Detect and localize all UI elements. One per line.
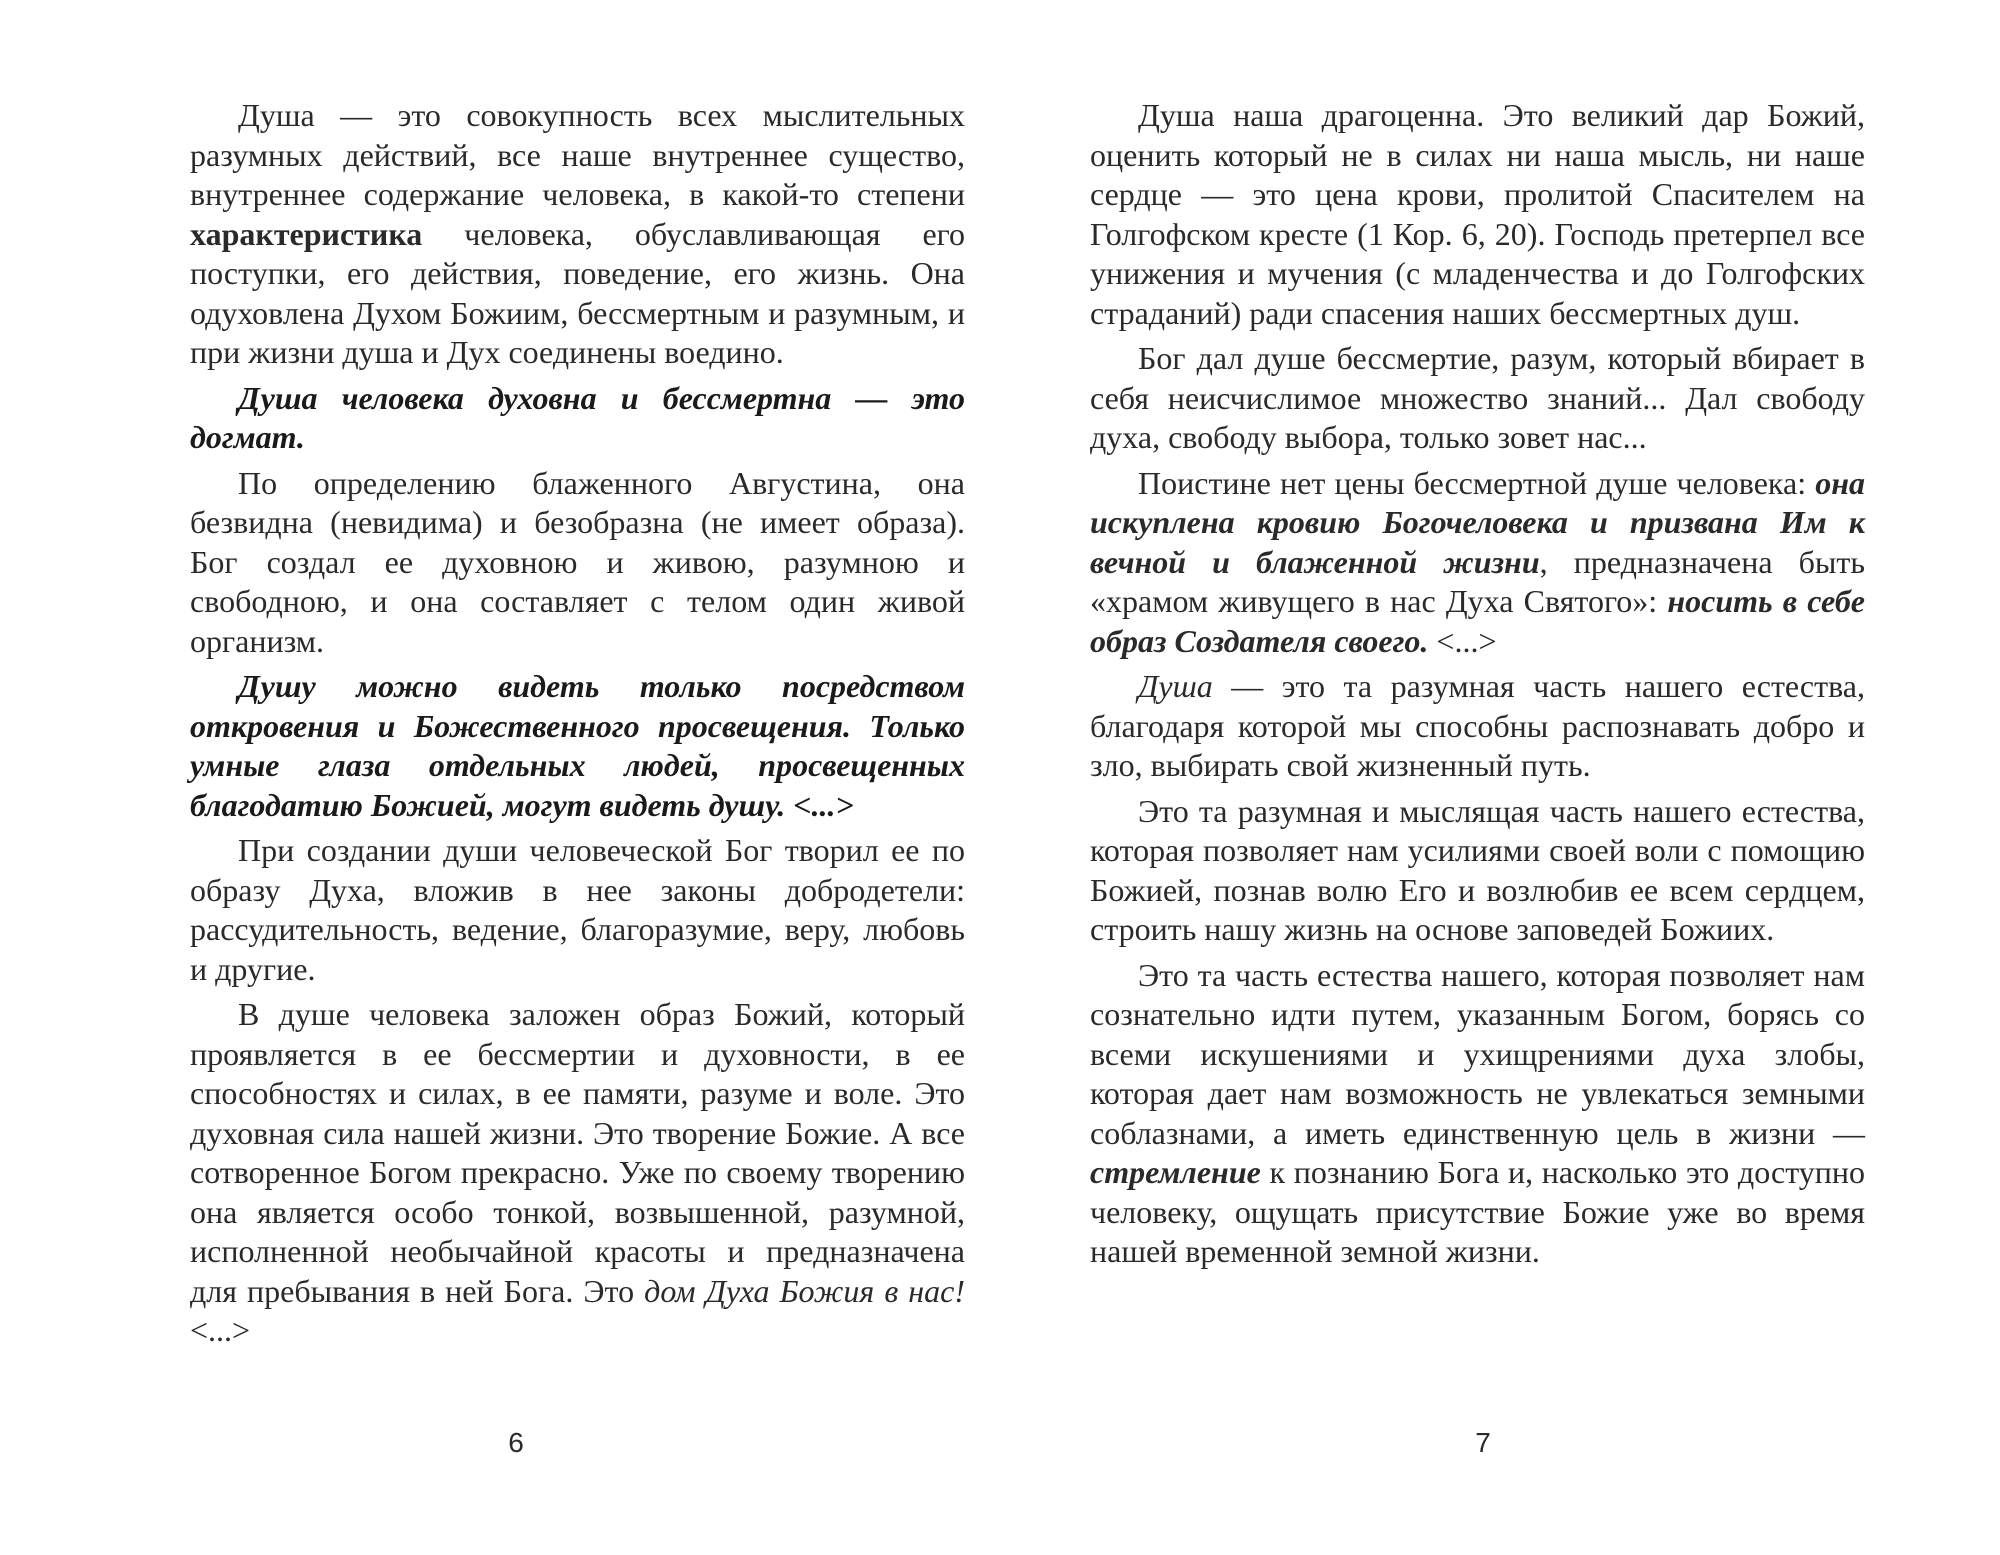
bold-italic-term: стремление — [1090, 1154, 1261, 1190]
bold-italic-phrase: она искуплена кровию Богочеловека и призвана Им к вечной и блаженной жизни — [1090, 464, 1865, 580]
italic-phrase: дом Духа Божия в нас! — [644, 1272, 966, 1309]
text-run: Бог дал душе бессмертие, разум, который вбирает в себя неисчислимое множество знаний... Дал свободу духа, свободу выбора, только зовет нас... — [1090, 340, 1865, 455]
left-paragraph-1 — [190, 96, 965, 373]
left-paragraph-6 — [190, 995, 965, 1351]
text-run: Поистине нет цены бессмертной душе человека: — [1138, 464, 1816, 501]
text-run: — это та разумная часть нашего естества, благодаря которой мы способны распознавать добро и зло, выбирать свой жизненный путь. — [1090, 668, 1865, 783]
right-paragraph-3 — [1090, 464, 1865, 662]
page-number-left: 6 — [508, 1427, 524, 1458]
text-run: , предназначена быть «храмом живущего в нас Духа Святого»: — [1090, 543, 1866, 619]
right-paragraph-2 — [1090, 339, 1865, 458]
left-paragraph-5 — [190, 831, 965, 989]
left-page-body — [190, 96, 965, 1357]
right-paragraph-4 — [1090, 667, 1865, 786]
page-number-right: 7 — [1475, 1427, 1491, 1458]
text-run: Это та разумная и мыслящая часть нашего естества, которая позволяет нам усилиями своей воли с помощию Божией, познав волю Его и возлюбив ее всем сердцем, строить нашу жизнь на основе заповедей Божиих. — [1090, 792, 1865, 947]
text-run: При создании души человеческой Бог творил ее по образу Духа, вложив в нее законы добродетели: рассудительность, ведение, благоразумие, веру, любовь и другие. — [190, 832, 965, 987]
emphasized-statement: Душу можно видеть только посредством откровения и Божественного просвещения. Только умные глаза отдельных людей, просвещенных благодатию Божией, могут видеть душу. <...> — [190, 668, 965, 823]
left-paragraph-3 — [190, 464, 965, 662]
text-run: Душа наша драгоценна. Это великий дар Божий, оценить который не в силах ни наша мысль, ни наше сердце — это цена крови, пролитой Спасителем на Голгофском кресте (1 Кор. 6, 20). Господь претерпел все унижения и мучения (с младенчества и до Голгофских страданий) ради спасения наших бессмертных душ. — [1090, 97, 1865, 331]
right-paragraph-1 — [1090, 96, 1865, 333]
right-paragraph-5 — [1090, 792, 1865, 950]
text-run: По определению блаженного Августина, она безвидна (невидима) и безобразна (не имеет образа). Бог создал ее духовною и живою, разумною и свободною, и она составляет с телом один живой организм. — [190, 464, 965, 659]
text-run: <...> — [1428, 622, 1497, 659]
text-run: Это та часть естества нашего, которая позволяет нам сознательно идти путем, указанным Богом, борясь со всеми искушениями и ухищрениями духа злобы, которая дает нам возможность не увлекаться земными соблазнами, а иметь единственную цель в жизни — — [1090, 956, 1865, 1151]
italic-term: Душа — [1138, 668, 1213, 704]
bold-italic-phrase: носить в себе образ Создателя своего. — [1090, 583, 1866, 659]
text-run: к познанию Бога и, насколько это доступно человеку, ощущать присутствие Божие уже во время нашей временной земной жизни. — [1090, 1154, 1865, 1269]
left-paragraph-4 — [190, 667, 965, 825]
left-paragraph-2 — [190, 379, 965, 458]
right-paragraph-6 — [1090, 956, 1865, 1272]
bold-term: характеристика — [190, 215, 423, 252]
text-run: Душа — это совокупность всех мыслительных разумных действий, все наше внутреннее существо, внутреннее содержание человека, в какой-то степени — [190, 97, 965, 212]
text-run: В душе человека заложен образ Божий, который проявляется в ее бессмертии и духовности, в ее способностях и силах, в ее памяти, разуме и воле. Это духовная сила нашей жизни. Это творение Божие. А все сотворенное Богом прекрасно. Уже по своему творению она является особо тонкой, возвышенной, разумной, исполненной необычайной красоты и предназначена для пребывания в ней Бога. Это — [190, 996, 965, 1309]
emphasized-statement: Душа человека духовна и бессмертна — это догмат. — [190, 379, 965, 455]
text-run: <...> — [190, 1312, 251, 1348]
right-page-body — [1090, 96, 1865, 1278]
text-run: человека, обуславливающая его поступки, его действия, поведение, его жизнь. Она одуховлена Духом Божиим, бессмертным и разумным, и при жизни душа и Дух соединены воедино. — [190, 215, 965, 370]
